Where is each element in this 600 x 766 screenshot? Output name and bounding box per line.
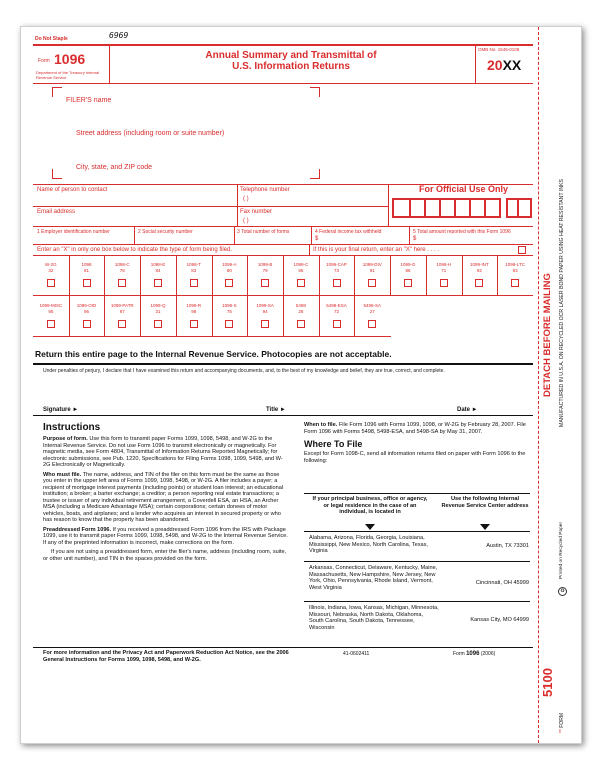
form-type-checkbox-5498-sa[interactable] [368,320,376,328]
form-type-label: 1099-SA [256,303,274,308]
recycle-icon: ♻ [558,587,567,596]
form-type-code: 93 [512,268,518,273]
form-type-cell-1099-sa [247,296,283,336]
form-type-cell-1099-g [390,255,426,295]
form-type-code: 31 [155,309,161,314]
return-notice: Return this entire page to the Internal Revenue Service. Photocopies are not acceptable. [35,349,392,359]
form-type-label: 1099-MISC [39,303,63,308]
form-type-cell-1099-q [140,296,176,336]
box5-total-amount-label: 5 Total amount reported with this Form 1096 [413,229,511,235]
form-type-checkbox-1099-div[interactable] [368,279,376,287]
tax-year: 20XX [487,57,522,73]
form-title-line1: Annual Summary and Transmittal of [205,50,377,61]
form-type-cell-1099-oid [69,296,105,336]
form-type-checkbox-1099-g[interactable] [404,279,412,287]
form-type-code: 96 [84,309,90,314]
form-type-cell-5498 [283,296,319,336]
form-type-checkbox-1099-b[interactable] [261,279,269,287]
form-type-code: 73 [334,268,340,273]
instructions-left: Instructions Purpose of form. Use this form to transmit paper Forms 1099, 1098, 5498, and W-2G to the Internal Revenue Service. Do not use Form 1096 to transmit electronically or magnetically. For magnetic media, see Form 4804, Transmittal of Information Returns Reported Magnetically; for electronic submissions, see Pub. 1220, Specifications for Filing Forms 1098, 1099, 5498, and W-2G Electronically or Magnetically. Who must file. The name, address, and TIN of the filer on this form must be the same as those you enter in the upper left area of Forms 1099, 1098, 5498, or W-2G. A filer includes a payer; a recipient of mortgage interest payments (including points) or student loan interest; an educational institution; a broker; a barter exchange; a creditor; a person reporting real estate transactions; a trustee or issuer of any individual retirement arrangement, a Coverdell ESA, an HSA, an Archer MSA (including a Medicare Advantage MSA); certain corporations; certain donees of motor vehicles, boats, and airplanes; and a lender who acquires an interest in secured property or who has reason to know that the property has been abandoned. Preaddressed Form 1096. If you received a preaddressed Form 1096 from the IRS with Package 1099, use it to transmit paper Forms 1099, 1098, 5498, and W-2G to the Internal Revenue Service. If any of the preprinted information is incorrect, make corrections on the form. If you are not using a preaddressed form, enter the filer's name, address (including room, suite, or other unit number), and TIN in the spaces provided on the form. [43,422,288,562]
official-use-boxes [392,198,502,218]
where-col1-heading: If your principal business, office or agency, or legal residence in the case of an individual, is located in [312,496,428,515]
form-type-label: 1099-C [293,262,309,267]
form-type-label: 1099-H [436,262,452,267]
recycled-paper-note: Printed on Recycled Paper [559,521,564,579]
form-type-checkbox-1098-e[interactable] [154,279,162,287]
form-type-cell-w-2g [33,255,69,295]
fax-label: Fax number [240,209,273,215]
arrow-down-icon [365,524,375,530]
form-type-checkbox-1099-cap[interactable] [333,279,341,287]
telephone-label: Telephone number [240,187,290,193]
where-row-3-states: Illinois, Indiana, Iowa, Kansas, Michigan, Minnesota, Missouri, Nebraska, North Dakota, Oklahoma, South Carolina, South Dakota, Tennessee, Wisconsin [309,605,439,631]
form-type-label: 1099-G [400,262,416,267]
form-type-checkbox-1099-misc[interactable] [47,320,55,328]
omb-number: OMB No. 1545-0108 [478,47,520,52]
form-type-row-2 [33,296,391,336]
form-type-code: 81 [84,268,90,273]
form-type-checkbox-1099-s[interactable] [225,320,233,328]
form-type-cell-5498-sa [354,296,390,336]
form-type-code: 97 [119,309,125,314]
form-type-row-1 [33,255,533,295]
form-title-line2: U.S. Information Returns [232,61,350,72]
form-type-label: 1099-A [222,262,237,267]
form-type-code: 86 [405,268,411,273]
handwritten-code: 6969 [109,31,129,40]
form-type-label: 1099-S [222,303,237,308]
manufactured-notice: MANUFACTURED IN U.S.A. ON RECYCLED OCR LASER BOND PAPER USING HEAT RESISTANT INKS [559,179,565,427]
where-to-file-heading: Where To File [304,439,363,449]
form-number: 1096 [54,51,86,67]
stock-number: 5100 [540,668,555,697]
where-row-2-states: Arkansas, Connecticut, Delaware, Kentucky, Maine, Massachusetts, New Hampshire, New Jersey, New York, Ohio, Pennsylvania, Rhode Island, Vermont, West Virginia [309,565,438,591]
form-label: Form [38,58,50,64]
signature-field[interactable] [81,413,256,414]
footer-form-id: Form 1096 (2006) [453,651,496,657]
form-type-label: 1099-OID [76,303,97,308]
instructions-right: When to file. File Form 1096 with Forms 1099, 1098, or W-2G by February 28, 2007. File Form 1096 with Forms 5498, 5498-ESA, and 5498-SA by May 31, 2007. Where To File Except for Form 1098-C, send all information returns filed on paper with Form 1096 to the following: [304,422,530,467]
form-type-cell-1099-cap [319,255,355,295]
form-type-code: 84 [155,268,161,273]
form-type-cell-1098-t [176,255,212,295]
where-row-3-center: Kansas City, MO 64999 [470,617,529,623]
form-type-checkbox-1099-c[interactable] [297,279,305,287]
form-type-code: 94 [262,309,268,314]
form-type-label: 1098 [81,262,92,267]
form-type-checkbox-1099-h[interactable] [440,279,448,287]
form-type-code: 72 [334,309,340,314]
top-rule [33,44,533,46]
form-type-checkbox-5498-esa[interactable] [333,320,341,328]
form-type-cell-1099-c [283,255,319,295]
form-type-code: 85 [298,268,304,273]
arrow-down-icon [480,524,490,530]
box1-ein-label: 1 Employer identification number [37,229,110,235]
where-row-1-states: Alabama, Arizona, Florida, Georgia, Louisiana, Mississippi, New Mexico, North Carolina, Texas, Virginia [309,535,428,554]
stock-sub: ** FORM [559,712,565,733]
form-type-cell-1099-h [426,255,462,295]
form-type-label: W-2G [45,262,57,267]
form-type-cell-1099-a [212,255,248,295]
form-type-checkbox-1098-t[interactable] [190,279,198,287]
form-type-cell-1098-c [104,255,140,295]
fax-paren: ( ) [243,218,249,224]
form-type-cell-1099-s [212,296,248,336]
form-type-label: 1099-Q [150,303,166,308]
catalog-number: 41-0602411 [343,651,370,657]
form-type-cell-1099-b [247,255,283,295]
email-label: Email address [37,209,76,215]
filer-city-label: City, state, and ZIP code [76,164,153,171]
box4-tax-withheld-label: 4 Federal income tax withheld [315,229,382,235]
form-type-label: 1099-CAP [326,262,347,267]
final-return-checkbox[interactable] [518,246,526,254]
form-type-label: 1098-T [186,262,201,267]
form-1096-sheet [20,26,582,744]
official-use-label: For Official Use Only [418,184,509,194]
form-type-cell-1099-r [176,296,212,336]
form-type-code: 27 [369,309,375,314]
filer-street-label: Street address (including room or suite number) [76,130,225,137]
form-type-checkbox-1099-ltc[interactable] [511,279,519,287]
form-type-label: 5498-SA [363,303,382,308]
where-col2-heading: Use the following Internal Revenue Service Center address [441,496,529,509]
instructions-heading: Instructions [43,422,101,433]
form-type-label: 5498-ESA [326,303,347,308]
form-type-code: 91 [369,268,375,273]
title-label: Title ► [266,407,286,413]
form-type-checkbox-1099-patr[interactable] [118,320,126,328]
do-not-staple-label: Do Not Staple [35,36,68,42]
form-type-code: 92 [476,268,482,273]
form-type-checkbox-1099-r[interactable] [190,320,198,328]
final-return-label: If this is your final return, enter an "X" here . . . . [313,247,439,253]
official-use-box-2 [506,198,532,218]
form-type-code: 28 [298,309,304,314]
form-type-cell-1099-patr [104,296,140,336]
form-type-checkbox-1099-a[interactable] [225,279,233,287]
contact-person-label: Name of person to contact [37,187,108,193]
detach-before-mailing: DETACH BEFORE MAILING [542,273,553,397]
where-row-2-center: Cincinnati, OH 45999 [475,580,529,586]
telephone-paren: ( ) [243,196,249,202]
signature-label: Signature ► [43,407,79,413]
form-type-checkbox-5498[interactable] [297,320,305,328]
form-type-label: 1099-LTC [505,262,525,267]
form-type-cell-1098 [69,255,105,295]
perjury-statement: Under penalties of perjury, I declare that I have examined this return and accompanying documents, and, to the best of my knowledge and belief, they are true, correct, and complete. [43,368,445,374]
form-type-code: 71 [441,268,447,273]
form-type-label: 5498 [295,303,306,308]
form-type-label: 1098-E [150,262,166,267]
form-type-label: 1099-PATR [110,303,134,308]
form-type-code: 80 [226,268,232,273]
form-type-code: 83 [191,268,197,273]
form-type-cell-1099-int [462,255,498,295]
form-type-checkbox-1099-sa[interactable] [261,320,269,328]
where-row-1-center: Austin, TX 73301 [486,543,529,549]
date-label: Date ► [457,407,478,413]
form-type-code: 79 [262,268,268,273]
form-type-checkbox-1099-q[interactable] [154,320,162,328]
form-type-code: 95 [48,309,54,314]
form-type-checkbox-1098[interactable] [83,279,91,287]
form-type-cell-5498-esa [319,296,355,336]
form-type-checkbox-1099-oid[interactable] [83,320,91,328]
privacy-notice: For more information and the Privacy Act and Paperwork Reduction Act Notice, see the 2006 General Instructions for Forms 1099, 1098, 5498, and W-2G. [43,650,289,663]
form-type-code: 98 [191,309,197,314]
form-type-code: 75 [226,309,232,314]
form-type-label: 1099-INT [470,262,489,267]
form-type-code: 32 [48,268,54,273]
form-type-checkbox-1099-int[interactable] [475,279,483,287]
form-type-cell-1099-ltc [497,255,533,295]
box2-ssn-label: 2 Social security number [138,229,193,235]
box3-total-forms-label: 3 Total number of forms [237,229,290,235]
x-instruction: Enter an "X" in only one box below to indicate the type of form being filed. [37,247,233,253]
treasury-dept: Department of the Treasury Internal Revenue Service [36,70,100,80]
box4-dollar: $ [315,236,319,242]
box5-dollar: $ [413,236,417,242]
filer-name-label: FILER'S name [66,97,112,104]
form-type-cell-1099-div [354,255,390,295]
form-type-label: 1099-B [257,262,273,267]
form-type-label: 1098-C [114,262,130,267]
form-type-cell-1098-e [140,255,176,295]
form-type-checkbox-1098-c[interactable] [118,279,126,287]
form-type-cell-1099-misc [33,296,69,336]
detach-perforation [538,27,539,743]
form-type-code: 78 [119,268,125,273]
form-type-label: 1099-DIV [362,262,382,267]
form-type-checkbox-w-2g[interactable] [47,279,55,287]
form-type-label: 1099-R [186,303,202,308]
